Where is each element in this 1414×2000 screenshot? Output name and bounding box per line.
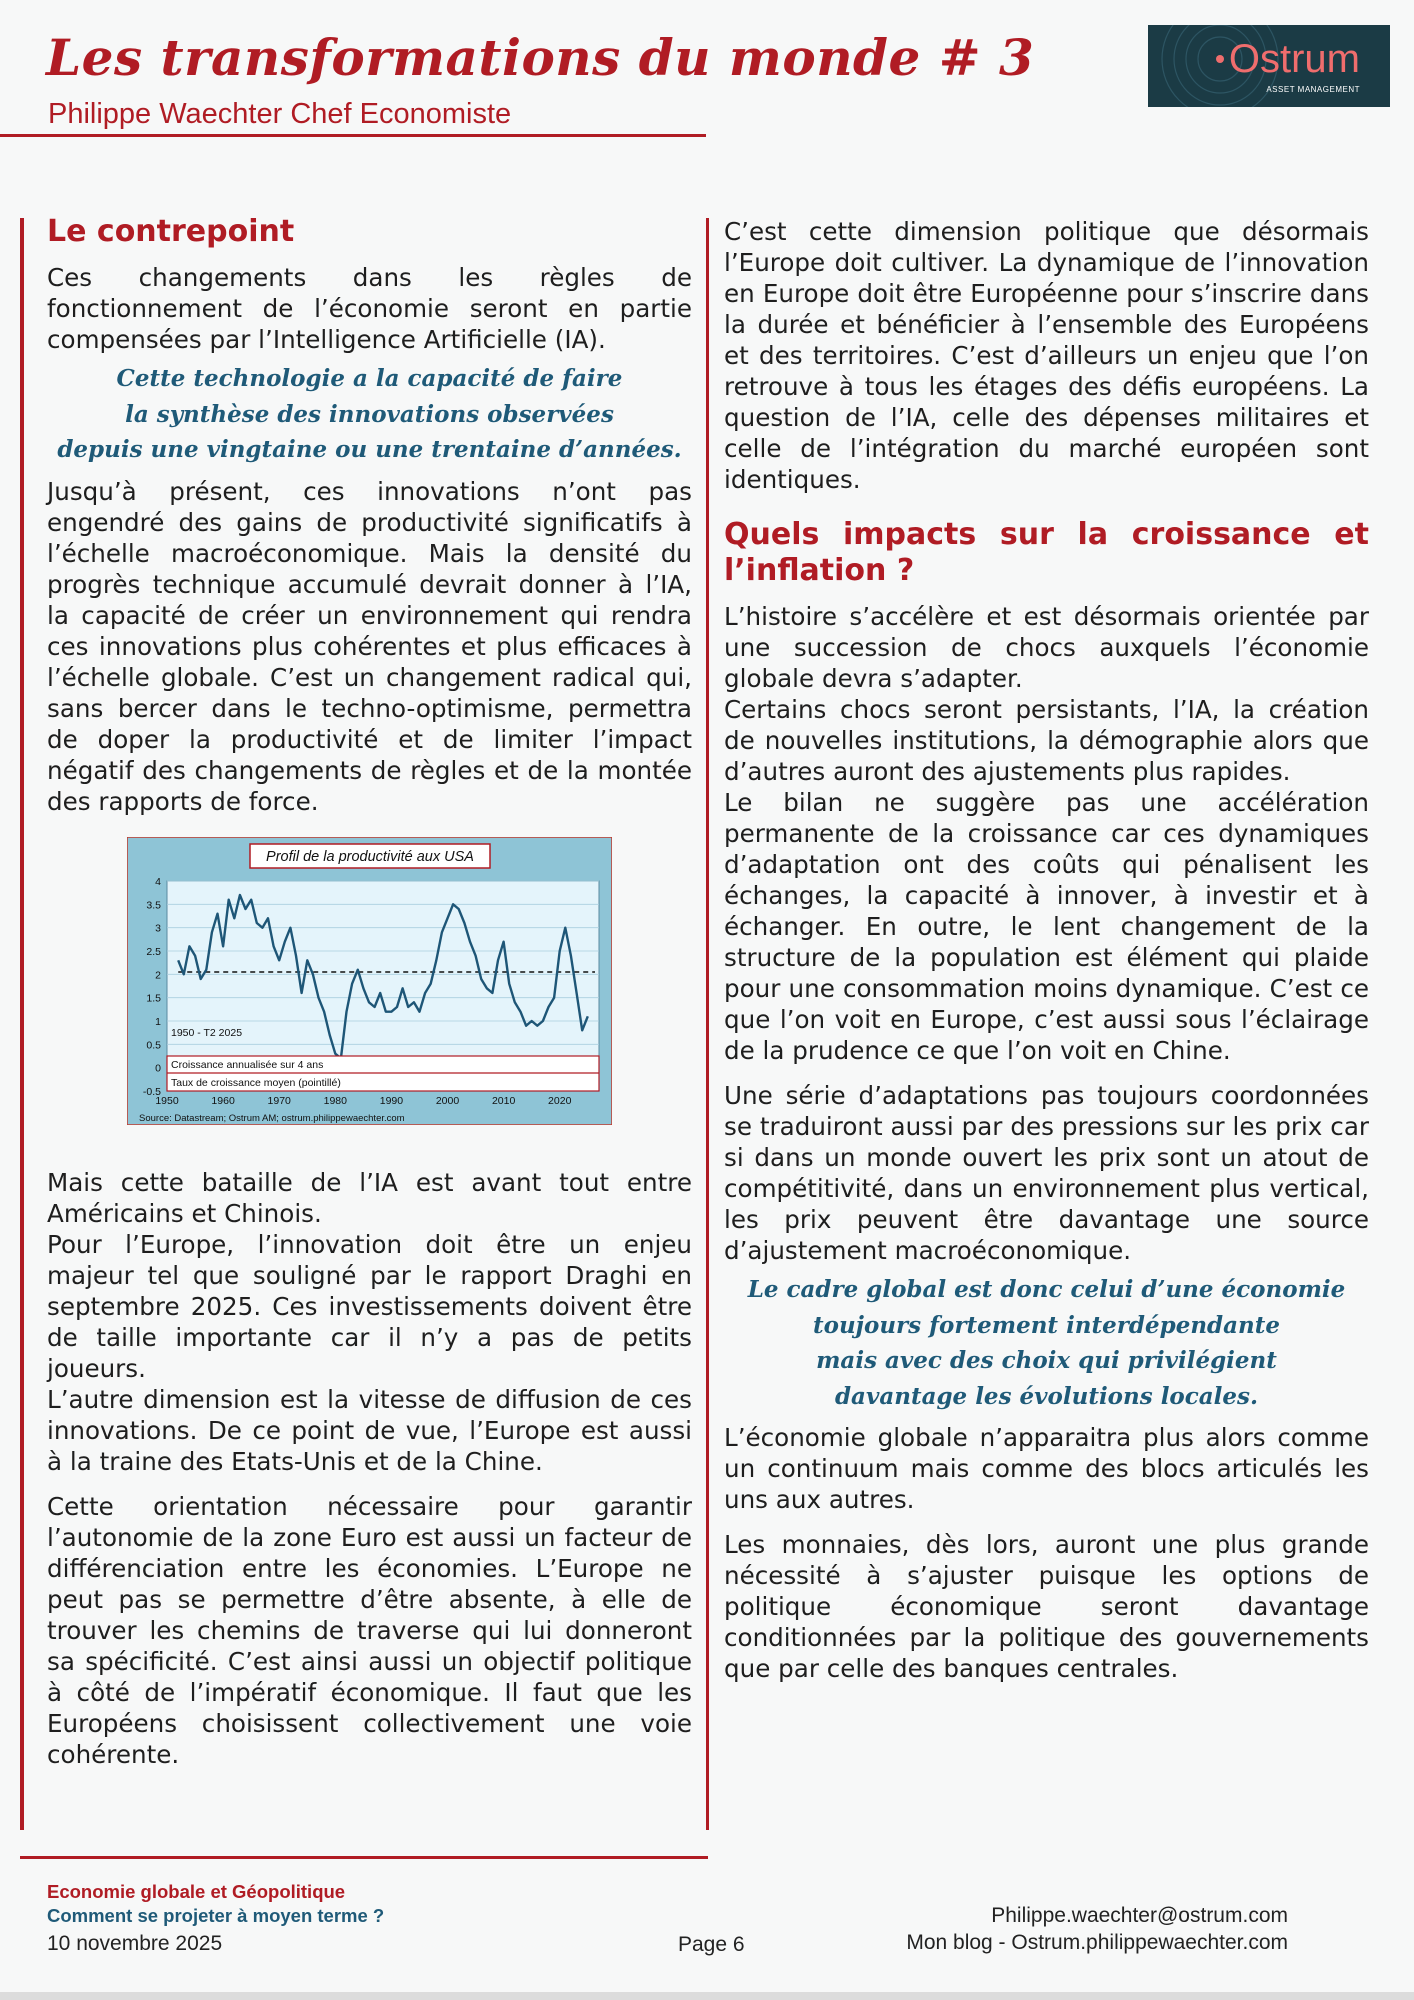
paragraph: C’est cette dimension politique que désormais l’Europe doit cultiver. La dynamique de l’innovation en Europe doit être Européenne pour s’inscrire dans la durée et bénéficier à l’ensemble des Européens et des territoires. C’est d’ailleurs un enjeu que l’on retrouve à tous les étages des défis européens. La question de l’IA, celle des dépenses militaires et celle de l’intégration du marché européen sont identiques. bbox=[724, 217, 1369, 494]
paragraph: L’économie globale n’apparaitra plus alors comme un continuum mais comme des blocs articulés les uns aux autres. bbox=[724, 1423, 1369, 1514]
pull-quote-line: la synthèse des innovations observées bbox=[125, 400, 614, 428]
footer-date: 10 novembre 2025 bbox=[47, 1932, 223, 1955]
chart-y-tick-label: 3.5 bbox=[146, 898, 161, 911]
chart-legend-entry: Taux de croissance moyen (pointillé) bbox=[171, 1076, 341, 1089]
footer-section: Economie globale et Géopolitique bbox=[47, 1881, 346, 1902]
pull-quote-line: mais avec des choix qui privilégient bbox=[816, 1347, 1277, 1374]
left-column-rule bbox=[20, 218, 24, 1830]
logo-name: Ostrum bbox=[1228, 37, 1360, 81]
chart-title: Profil de la productivité aux USA bbox=[266, 848, 474, 865]
paragraph: Pour l’Europe, l’innovation doit être un enjeu majeur tel que souligné par le rapport Draghi en septembre 2025. Ces investissements doivent être de taille importante car il n’y a pas de petits joueurs. bbox=[47, 1229, 692, 1383]
middle-column-rule bbox=[706, 218, 709, 1830]
pull-quote-line: Le cadre global est donc celui d’une économie bbox=[747, 1276, 1346, 1303]
pull-quote bbox=[47, 361, 692, 468]
paragraph: Une série d’adaptations pas toujours coordonnées se traduiront aussi par des pressions sur les prix car si dans un monde ouvert les prix sont un atout de compétitivité, dans un environnement plus vertical, les prix peuvent être davantage une source d’ajustement macroéconomique. bbox=[724, 1081, 1369, 1265]
page-number: Page 6 bbox=[678, 1933, 745, 1956]
chart-legend-entry: Croissance annualisée sur 4 ans bbox=[171, 1058, 324, 1071]
section-heading-impacts: Quels impacts sur la croissance et l’inflation ? bbox=[724, 517, 1369, 588]
paragraph: Jusqu’à présent, ces innovations n’ont pas engendré des gains de productivité significatifs à l’échelle macroéconomique. Mais la densité du progrès technique accumulé devrait donner à l’IA, la capacité de créer un environnement qui rendra ces innovations plus cohérentes et plus efficaces à l’échelle globale. C’est un changement radical qui, sans bercer dans le techno-optimisme, permettra de doper la productivité et de limiter l’impact négatif des changements de règles et de la montée des rapports de force. bbox=[47, 476, 692, 816]
chart-y-tick-label: 0.5 bbox=[146, 1038, 161, 1051]
footer-question: Comment se projeter à moyen terme ? bbox=[47, 1905, 385, 1926]
paragraph: Certains chocs seront persistants, l’IA, la création de nouvelles institutions, la démographie alors que d’autres auront des ajustements plus rapides. bbox=[724, 695, 1369, 786]
page-subtitle: Philippe Waechter Chef Economiste bbox=[48, 98, 512, 130]
chart-x-tick-label: 2000 bbox=[435, 1094, 460, 1107]
pull-quote-line: toujours fortement interdépendante bbox=[812, 1311, 1281, 1339]
chart-y-tick-label: 3 bbox=[155, 922, 161, 935]
right-column bbox=[724, 216, 1369, 1684]
logo-tagline: ASSET MANAGEMENT bbox=[1266, 85, 1360, 94]
ostrum-logo bbox=[1148, 25, 1390, 107]
left-column bbox=[47, 214, 692, 1770]
paragraph: Cette orientation nécessaire pour garantir l’autonomie de la zone Euro est aussi un facteur de différenciation entre les économies. L’Europe ne peut pas se permettre d’être absente, à elle de trouver les chemins de traverse qui lui donneront sa spécificité. C’est ainsi aussi un objectif politique à côté de l’impératif économique. Il faut que les Européens choisissent collectivement une voie cohérente. bbox=[47, 1491, 692, 1769]
page-bottom-band bbox=[0, 1992, 1414, 2000]
chart-y-tick-label: 2.5 bbox=[146, 945, 161, 958]
chart-x-tick-label: 1950 bbox=[155, 1094, 179, 1107]
section-heading-contrepoint: Le contrepoint bbox=[47, 214, 295, 249]
paragraph: Ces changements dans les règles de fonctionnement de l’économie seront en partie compensées par l’Intelligence Artificielle (IA). bbox=[47, 263, 692, 354]
paragraph: Mais cette bataille de l’IA est avant tout entre Américains et Chinois. bbox=[47, 1167, 692, 1228]
chart-y-tick-label: -0.5 bbox=[142, 1085, 161, 1098]
paragraph: L’histoire s’accélère et est désormais orientée par une succession de chocs auxquels l’économie globale devra s’adapter. bbox=[724, 602, 1369, 693]
pull-quote-line: davantage les évolutions locales. bbox=[834, 1382, 1259, 1410]
chart-y-tick-label: 2 bbox=[155, 968, 161, 981]
chart-y-tick-label: 1 bbox=[155, 1015, 161, 1028]
chart-y-tick-label: 0 bbox=[155, 1062, 161, 1075]
paragraph: Les monnaies, dès lors, auront une plus grande nécessité à s’ajuster puisque les options de politique économique seront davantage conditionnées par la politique des gouvernements que par celle des banques centrales. bbox=[724, 1530, 1369, 1683]
chart-x-tick-label: 1960 bbox=[211, 1094, 235, 1107]
chart-x-tick-label: 1970 bbox=[267, 1094, 291, 1107]
chart-y-tick-label: 1.5 bbox=[146, 992, 161, 1005]
chart-x-tick-label: 1990 bbox=[379, 1094, 404, 1107]
footer-blog-link[interactable]: Mon blog - Ostrum.philippewaechter.com bbox=[906, 1931, 1288, 1954]
pull-quote bbox=[724, 1272, 1369, 1414]
productivity-chart bbox=[127, 837, 612, 1125]
chart-source: Source: Datastream; Ostrum AM; ostrum.philippewaechter.com bbox=[139, 1112, 405, 1124]
pull-quote-line: Cette technologie a la capacité de faire bbox=[116, 365, 623, 392]
paragraph: L’autre dimension est la vitesse de diffusion de ces innovations. De ce point de vue, l’Europe est aussi à la traine des Etats-Unis et de la Chine. bbox=[47, 1384, 692, 1476]
footer-divider bbox=[20, 1856, 708, 1859]
chart-x-tick-label: 1980 bbox=[323, 1094, 347, 1107]
chart-x-tick-label: 2010 bbox=[491, 1094, 516, 1107]
footer-email[interactable]: Philippe.waechter@ostrum.com bbox=[991, 1904, 1288, 1927]
header-divider bbox=[0, 134, 706, 137]
page-title: Les transformations du monde # 3 bbox=[46, 28, 1035, 87]
paragraph: Le bilan ne suggère pas une accélération permanente de la croissance car ces dynamiques d’adaptation ont des coûts qui pénalisent les échanges, la capacité à innover, à investir et à échanger. En outre, le lent changement de la structure de la population est élément qui plaide pour une consommation moins dynamique. C’est ce que l’on voit en Europe, c’est aussi sous l’éclairage de la prudence ce que l’on voit en Chine. bbox=[724, 788, 1369, 1065]
chart-period-label: 1950 - T2 2025 bbox=[171, 1026, 243, 1039]
pull-quote-line: depuis une vingtaine ou une trentaine d’années. bbox=[57, 436, 682, 463]
chart-y-tick-label: 4 bbox=[155, 875, 161, 888]
chart-x-tick-label: 2020 bbox=[548, 1094, 572, 1107]
